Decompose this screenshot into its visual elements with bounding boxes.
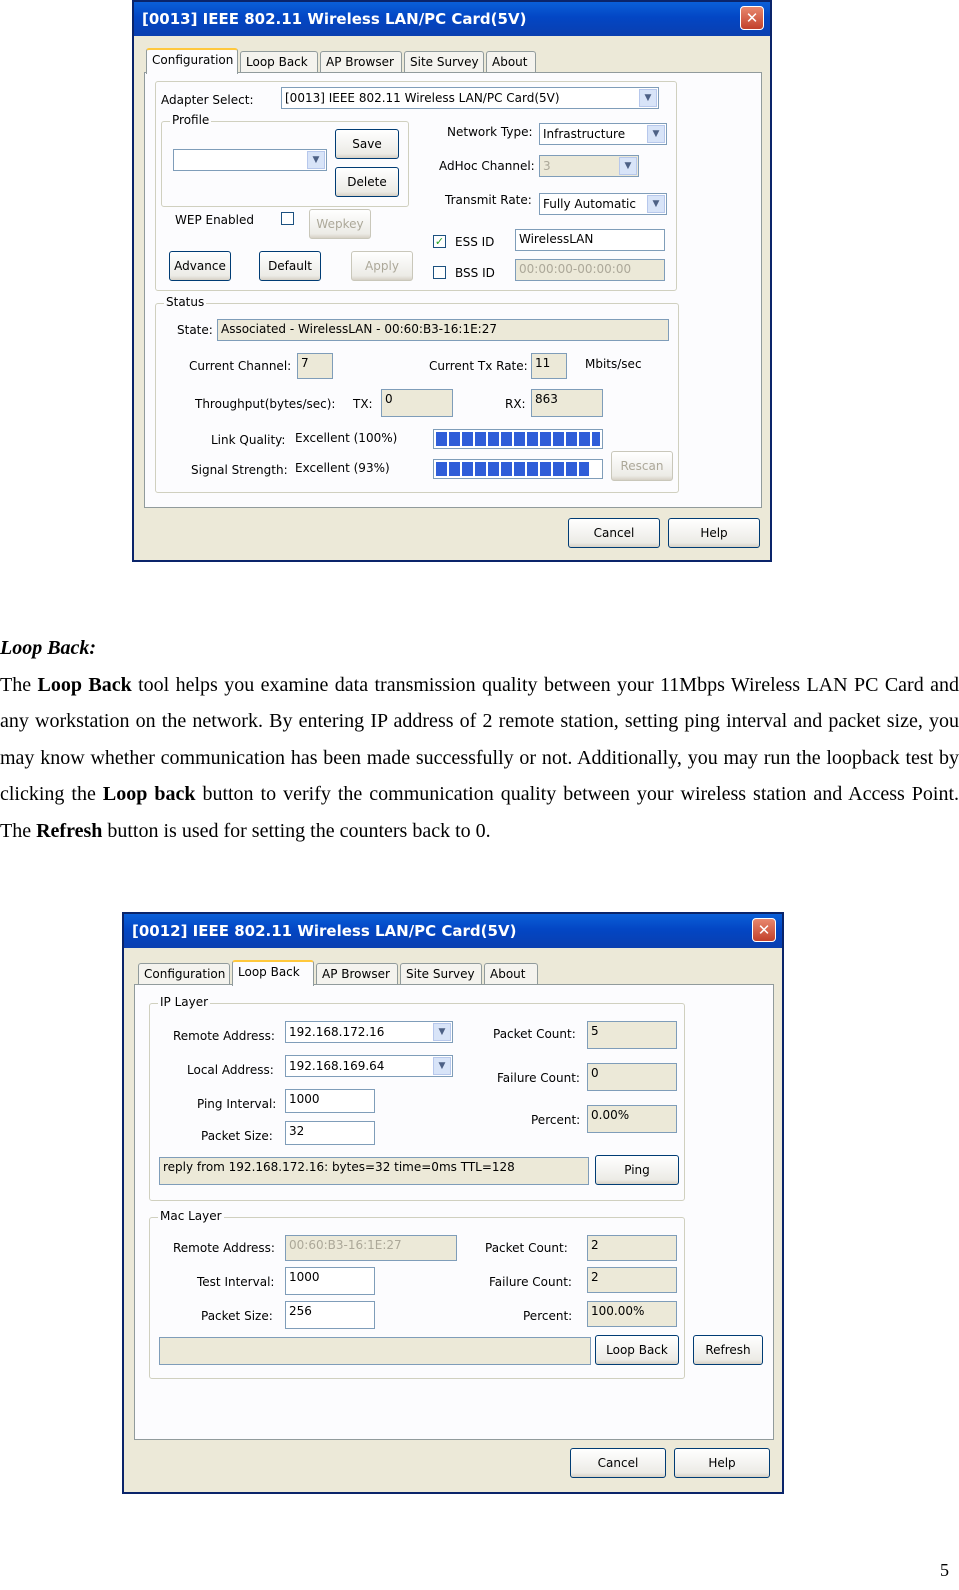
signal-strength-bar: [433, 459, 603, 479]
wep-enabled-checkbox[interactable]: [281, 212, 294, 225]
local-address-label: Local Address:: [187, 1063, 274, 1077]
paragraph-text-3: button to verify the communication quality between your wireless station and Access Point. The: [0, 783, 959, 842]
ess-id-label: ESS ID: [455, 235, 495, 249]
adapter-select-label: Adapter Select:: [161, 93, 254, 107]
chevron-down-icon[interactable]: ▼: [433, 1057, 451, 1075]
signal-strength-value: Excellent (93%): [295, 461, 390, 475]
tab-loop-back[interactable]: Loop Back: [240, 51, 318, 73]
advance-button[interactable]: Advance: [169, 251, 231, 281]
mac-failure-count-label: Failure Count:: [489, 1275, 572, 1289]
tab-loop-back[interactable]: Loop Back: [232, 960, 314, 986]
chevron-down-icon[interactable]: ▼: [639, 89, 657, 107]
failure-count-field: 0: [587, 1063, 677, 1091]
current-tx-rate-label: Current Tx Rate:: [429, 359, 528, 373]
tx-field: 0: [381, 389, 453, 417]
help-button[interactable]: Help: [668, 518, 760, 548]
percent-field: 0.00%: [587, 1105, 677, 1133]
tab-about[interactable]: About: [484, 963, 538, 985]
current-channel-label: Current Channel:: [189, 359, 292, 373]
ess-id-checkbox[interactable]: ✓: [434, 235, 445, 248]
loop-back-description: [0, 630, 959, 850]
section-heading: [0, 630, 959, 667]
bss-id-label: BSS ID: [455, 266, 495, 280]
configuration-panel: [144, 72, 762, 508]
mac-remote-address-label: Remote Address:: [173, 1241, 275, 1255]
loop-back-panel: [134, 984, 774, 1440]
bss-id-checkbox[interactable]: [433, 266, 446, 279]
paragraph-bold-loop-back: Loop Back: [37, 673, 132, 696]
ping-result-field: reply from 192.168.172.16: bytes=32 time=0ms TTL=128: [159, 1157, 589, 1185]
link-quality-bar: [433, 429, 603, 449]
mac-result-field: [159, 1337, 591, 1365]
tab-ap-browser[interactable]: AP Browser: [320, 51, 402, 73]
mac-packet-count-field: 2: [587, 1235, 677, 1261]
configuration-dialog: [132, 0, 772, 562]
transmit-rate-select[interactable]: [539, 193, 667, 215]
mac-layer-legend: Mac Layer: [160, 1209, 222, 1223]
wepkey-button[interactable]: Wepkey: [309, 209, 371, 239]
link-quality-value: Excellent (100%): [295, 431, 398, 445]
close-icon[interactable]: ✕: [752, 918, 776, 942]
packet-count-field: 5: [587, 1021, 677, 1049]
adhoc-channel-select[interactable]: [539, 155, 639, 177]
rescan-button[interactable]: Rescan: [611, 451, 673, 481]
mac-packet-size-label: Packet Size:: [201, 1309, 273, 1323]
save-button[interactable]: Save: [335, 129, 399, 159]
apply-button[interactable]: Apply: [351, 251, 413, 281]
packet-size-label: Packet Size:: [201, 1129, 273, 1143]
signal-strength-label: Signal Strength:: [191, 463, 288, 477]
mac-percent-label: Percent:: [523, 1309, 573, 1323]
remote-address-select[interactable]: [285, 1021, 453, 1043]
chevron-down-icon[interactable]: ▼: [433, 1023, 451, 1041]
chevron-down-icon[interactable]: ▼: [307, 151, 325, 169]
state-label: State:: [177, 323, 213, 337]
paragraph-bold-loop-back-button: Loop back: [102, 783, 196, 806]
tab-ap-browser[interactable]: AP Browser: [316, 963, 398, 985]
rx-label: RX:: [505, 397, 526, 411]
adhoc-channel-value: 3: [543, 159, 551, 173]
profile-select[interactable]: [173, 149, 327, 171]
tab-configuration[interactable]: Configuration: [138, 963, 230, 985]
tab-about[interactable]: About: [486, 51, 536, 73]
chevron-down-icon[interactable]: ▼: [619, 157, 637, 175]
throughput-label: Throughput(bytes/sec):: [195, 397, 336, 411]
paragraph-bold-refresh: Refresh: [36, 819, 103, 842]
network-type-select[interactable]: [539, 123, 667, 145]
transmit-rate-value: Fully Automatic: [543, 197, 636, 211]
packet-size-field[interactable]: 32: [285, 1121, 375, 1145]
rx-field: 863: [531, 389, 603, 417]
default-button[interactable]: Default: [259, 251, 321, 281]
ip-layer-legend: IP Layer: [160, 995, 209, 1009]
cancel-button[interactable]: Cancel: [570, 1448, 666, 1478]
current-channel-field: 7: [297, 353, 333, 379]
state-field: Associated - WirelessLAN - 00:60:B3-16:1E:27: [217, 319, 669, 341]
chevron-down-icon[interactable]: ▼: [647, 125, 665, 143]
section-heading-text: Loop Back:: [0, 637, 97, 659]
remote-address-value: 192.168.172.16: [289, 1025, 385, 1039]
tx-rate-unit: Mbits/sec: [585, 357, 642, 371]
profile-legend: Profile: [172, 113, 210, 127]
cancel-button[interactable]: Cancel: [568, 518, 660, 548]
dialog-title: [0012] IEEE 802.11 Wireless LAN/PC Card(5V): [132, 922, 517, 940]
mac-packet-count-label: Packet Count:: [485, 1241, 568, 1255]
paragraph-text-2: tool helps you examine data transmission quality between your 11Mbps Wireless LAN PC Card and any workstation on the network. By entering IP address of 2 remote station, setting ping interval and packet size, you may know whether communication has been made successfully or not. Additionally, you may run the loopback test by clicking the: [0, 673, 959, 806]
network-type-value: Infrastructure: [543, 127, 626, 141]
tx-label: TX:: [353, 397, 373, 411]
wep-enabled-label: WEP Enabled: [175, 213, 254, 227]
tab-site-survey[interactable]: Site Survey: [400, 963, 482, 985]
refresh-button[interactable]: Refresh: [693, 1335, 763, 1365]
adhoc-channel-label: AdHoc Channel:: [439, 159, 535, 173]
mac-failure-count-field: 2: [587, 1267, 677, 1293]
help-button[interactable]: Help: [674, 1448, 770, 1478]
adapter-select[interactable]: [281, 87, 659, 109]
bss-id-field[interactable]: 00:00:00-00:00:00: [515, 259, 665, 281]
tab-configuration[interactable]: Configuration: [146, 48, 238, 74]
test-interval-field[interactable]: 1000: [285, 1267, 375, 1295]
delete-button[interactable]: Delete: [335, 167, 399, 197]
percent-label: Percent:: [531, 1113, 581, 1127]
network-type-label: Network Type:: [447, 125, 533, 139]
paragraph-text-4: button is used for setting the counters back to 0.: [102, 819, 491, 842]
current-tx-rate-field: 11: [531, 353, 567, 379]
close-icon[interactable]: ✕: [740, 6, 764, 30]
remote-address-label: Remote Address:: [173, 1029, 275, 1043]
ping-button[interactable]: Ping: [595, 1155, 679, 1185]
test-interval-label: Test Interval:: [197, 1275, 275, 1289]
signal-strength-fill: [436, 462, 589, 476]
title-bar[interactable]: [134, 2, 770, 36]
dialog-title: [0013] IEEE 802.11 Wireless LAN/PC Card(5V): [142, 10, 527, 28]
title-bar[interactable]: [124, 914, 782, 948]
local-address-value: 192.168.169.64: [289, 1059, 385, 1073]
page-number: 5: [940, 1560, 949, 1580]
ping-interval-label: Ping Interval:: [197, 1097, 277, 1111]
mac-percent-field: 100.00%: [587, 1301, 677, 1327]
link-quality-label: Link Quality:: [211, 433, 286, 447]
status-legend: Status: [166, 295, 205, 309]
loop-back-button[interactable]: Loop Back: [595, 1335, 679, 1365]
loop-back-dialog: [122, 912, 784, 1494]
mac-packet-size-field[interactable]: 256: [285, 1301, 375, 1329]
local-address-select[interactable]: [285, 1055, 453, 1077]
tab-site-survey[interactable]: Site Survey: [404, 51, 484, 73]
mac-remote-address-field: 00:60:B3-16:1E:27: [285, 1235, 457, 1261]
chevron-down-icon[interactable]: ▼: [647, 195, 665, 213]
body-paragraph: [0, 667, 959, 850]
adapter-select-value: [0013] IEEE 802.11 Wireless LAN/PC Card(5V): [285, 91, 560, 105]
link-quality-fill: [436, 432, 600, 446]
ping-interval-field[interactable]: 1000: [285, 1089, 375, 1113]
ess-id-field[interactable]: WirelessLAN: [515, 229, 665, 251]
paragraph-text-1: The: [0, 673, 38, 696]
packet-count-label: Packet Count:: [493, 1027, 576, 1041]
failure-count-label: Failure Count:: [497, 1071, 580, 1085]
transmit-rate-label: Transmit Rate:: [445, 193, 532, 207]
